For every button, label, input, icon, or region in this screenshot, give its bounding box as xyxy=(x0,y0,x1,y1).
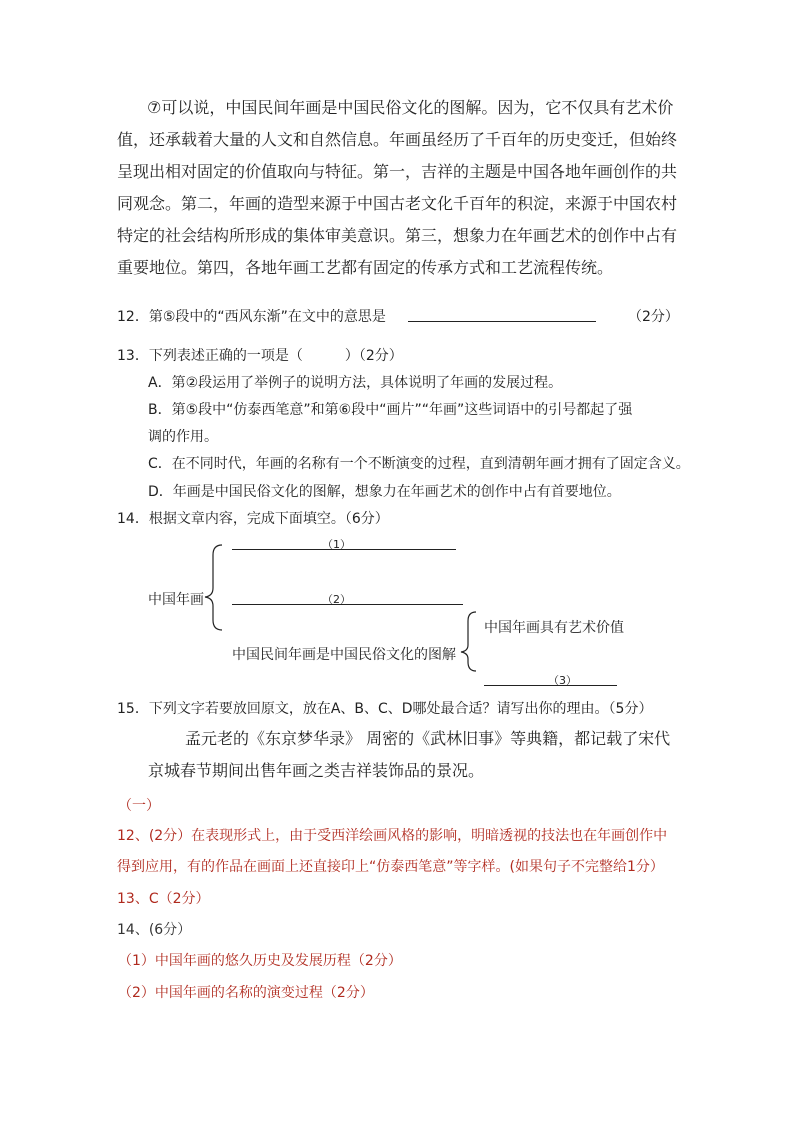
answer-14-1: （1）中国年画的悠久历史及发展历程（2分） xyxy=(118,953,402,969)
passage-line: 值，还承载着大量的人文和自然信息。年画虽经历了千百年的历史变迁，但始终 xyxy=(117,130,678,149)
answer-14: 14、(6分） xyxy=(117,922,192,938)
diagram-root: 中国年画 xyxy=(148,592,204,608)
option-a: A．第②段运用了举例子的说明方法，具体说明了年画的发展过程。 xyxy=(148,375,563,391)
passage-line: 特定的社会结构所形成的集体审美意识。第三，想象力在年画艺术的创作中占有 xyxy=(117,226,678,245)
passage-line: 重要地位。第四，各地年画工艺都有固定的传承方式和工艺流程传统。 xyxy=(117,258,614,277)
passage-line: 呈现出相对固定的价值取向与特征。第一，吉祥的主题是中国各地年画创作的共 xyxy=(117,162,678,181)
question-12: 12．第⑤段中的“西风东渐”在文中的意思是 xyxy=(117,309,386,325)
question-14: 14．根据文章内容，完成下面填空。（6分） xyxy=(117,511,389,527)
blank-1-label: （1） xyxy=(322,538,351,551)
option-b: B．第⑤段中“仿泰西笔意”和第⑥段中“画片”“年画”这些词语中的引号都起了强 xyxy=(148,402,633,418)
answer-12: 12、(2分）在表现形式上，由于受西洋绘画风格的影响，明暗透视的技法也在年画创作中 xyxy=(117,828,668,844)
question-12-score: （2分） xyxy=(628,309,679,325)
blank-3-label: （3） xyxy=(548,674,577,687)
answer-13: 13、C（2分） xyxy=(117,891,210,907)
question-15: 15．下列文字若要放回原文，放在A、B、C、D哪处最合适？请写出你的理由。（5分） xyxy=(117,701,653,717)
option-d: D．年画是中国民俗文化的图解，想象力在年画艺术的创作中占有首要地位。 xyxy=(148,484,621,500)
question-15-statement: 孟元老的《东京梦华录》 周密的《武林旧事》等典籍，都记载了宋代 xyxy=(185,729,671,748)
passage-line: 同观念。第二，年画的造型来源于中国古老文化千百年的积淀，来源于中国农村 xyxy=(117,194,678,213)
passage-line: ⑦可以说，中国民间年画是中国民俗文化的图解。因为，它不仅具有艺术价 xyxy=(147,98,674,117)
answer-12-cont: 得到应用，有的作品在画面上还直接印上“仿泰西笔意”等字样。(如果句子不完整给1分） xyxy=(117,859,664,875)
answer-14-2: （2）中国年画的名称的演变过程（2分） xyxy=(118,985,374,1001)
diagram-sub-root: 中国民间年画是中国民俗文化的图解 xyxy=(232,647,456,663)
blank-2-label: （2） xyxy=(322,593,351,606)
diagram-sub-item: 中国年画具有艺术价值 xyxy=(484,620,624,636)
question-13: 13．下列表述正确的一项是（ ）（2分） xyxy=(117,348,403,364)
option-b-cont: 调的作用。 xyxy=(148,429,218,445)
option-c: C．在不同时代，年画的名称有一个不断演变的过程，直到清朝年画才拥有了固定含义。 xyxy=(148,456,690,472)
answer-section-title: （一） xyxy=(118,798,160,814)
answer-blank-3[interactable] xyxy=(484,685,617,686)
question-15-statement-cont: 京城春节期间出售年画之类吉祥装饰品的景况。 xyxy=(148,761,485,780)
